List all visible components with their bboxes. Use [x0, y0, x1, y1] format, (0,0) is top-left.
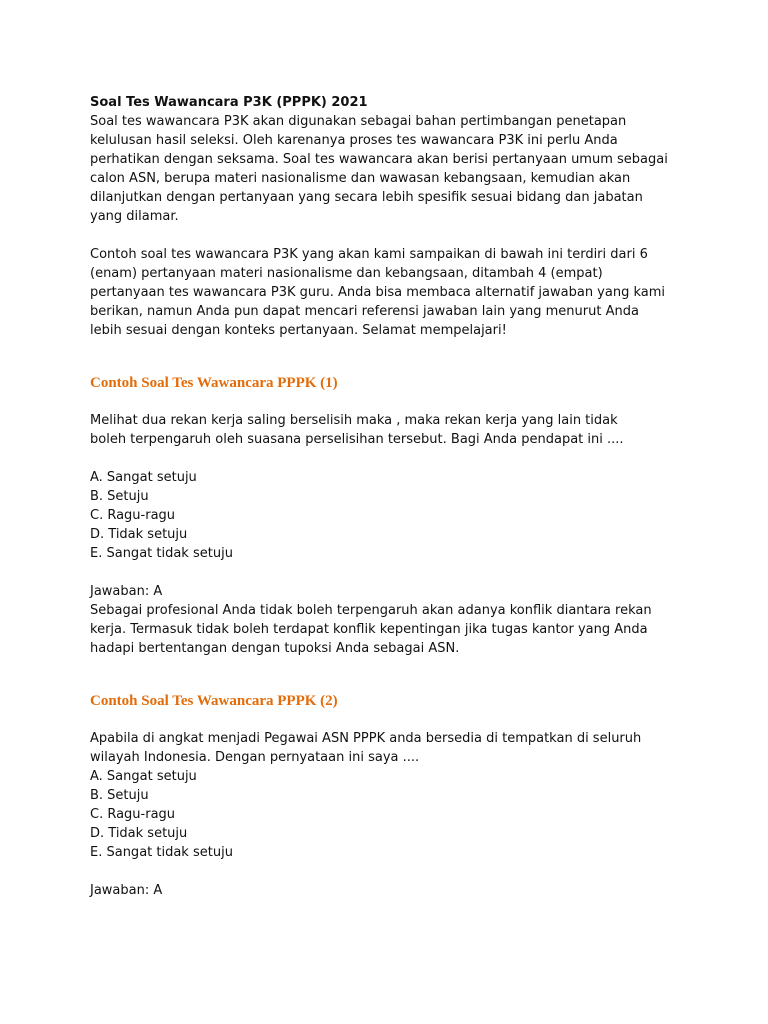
- answer-1: Jawaban: A: [90, 584, 163, 599]
- list-item: E. Sangat tidak setuju: [90, 845, 233, 860]
- list-item: C. Ragu-ragu: [90, 807, 176, 822]
- list-item: A. Sangat setuju: [90, 470, 197, 485]
- question-2: Apabila di angkat menjadi Pegawai ASN PPPK anda bersedia di tempatkan di seluruh wilayah Indonesia. Dengan pernyataan ini saya ....: [90, 731, 642, 765]
- section-heading-2: Contoh Soal Tes Wawancara PPPK (2): [90, 693, 338, 709]
- spacer: [90, 862, 690, 881]
- spacer: [90, 563, 690, 582]
- options-list-1: [90, 468, 690, 563]
- intro-paragraph-1: Soal tes wawancara P3K akan digunakan sebagai bahan pertimbangan penetapan kelulusan hasil seleksi. Oleh karenanya proses tes wawancara P3K ini perlu Anda perhatikan dengan seksama. Soal tes wawancara akan berisi pertanyaan umum sebagai calon ASN, berupa materi nasionalisme dan wawasan kebangsaan, kemudian akan dilanjutkan dengan pertanyaan yang secara lebih spesifik sesuai bidang dan jabatan yang dilamar.: [90, 114, 668, 224]
- spacer: [90, 449, 690, 468]
- answer-2: Jawaban: A: [90, 883, 163, 898]
- spacer: [90, 658, 690, 691]
- spacer: [90, 393, 690, 411]
- list-item: B. Setuju: [90, 489, 149, 504]
- list-item: A. Sangat setuju: [90, 769, 197, 784]
- spacer: [90, 340, 690, 373]
- section-heading-1: Contoh Soal Tes Wawancara PPPK (1): [90, 375, 338, 391]
- list-item: D. Tidak setuju: [90, 527, 188, 542]
- question-1: Melihat dua rekan kerja saling berselisih maka , maka rekan kerja yang lain tidak boleh terpengaruh oleh suasana perselisihan tersebut. Bagi Anda pendapat ini ....: [90, 413, 624, 447]
- spacer: [90, 711, 690, 729]
- explanation-1: Sebagai profesional Anda tidak boleh terpengaruh akan adanya konflik diantara rekan kerja. Termasuk tidak boleh terdapat konflik kepentingan jika tugas kantor yang Anda hadapi bertentangan dengan tupoksi Anda sebagai ASN.: [90, 603, 652, 656]
- list-item: D. Tidak setuju: [90, 826, 188, 841]
- document-title: Soal Tes Wawancara P3K (PPPK) 2021: [90, 95, 368, 110]
- document-page: [90, 93, 690, 900]
- list-item: C. Ragu-ragu: [90, 508, 176, 523]
- intro-paragraph-2: Contoh soal tes wawancara P3K yang akan kami sampaikan di bawah ini terdiri dari 6 (enam) pertanyaan materi nasionalisme dan kebangsaan, ditambah 4 (empat) pertanyaan tes wawancara P3K guru. Anda bisa membaca alternatif jawaban yang kami berikan, namun Anda pun dapat mencari referensi jawaban lain yang menurut Anda lebih sesuai dengan konteks pertanyaan. Selamat mempelajari!: [90, 247, 666, 338]
- list-item: B. Setuju: [90, 788, 149, 803]
- spacer: [90, 226, 690, 245]
- options-list-2: [90, 767, 690, 862]
- list-item: E. Sangat tidak setuju: [90, 546, 233, 561]
